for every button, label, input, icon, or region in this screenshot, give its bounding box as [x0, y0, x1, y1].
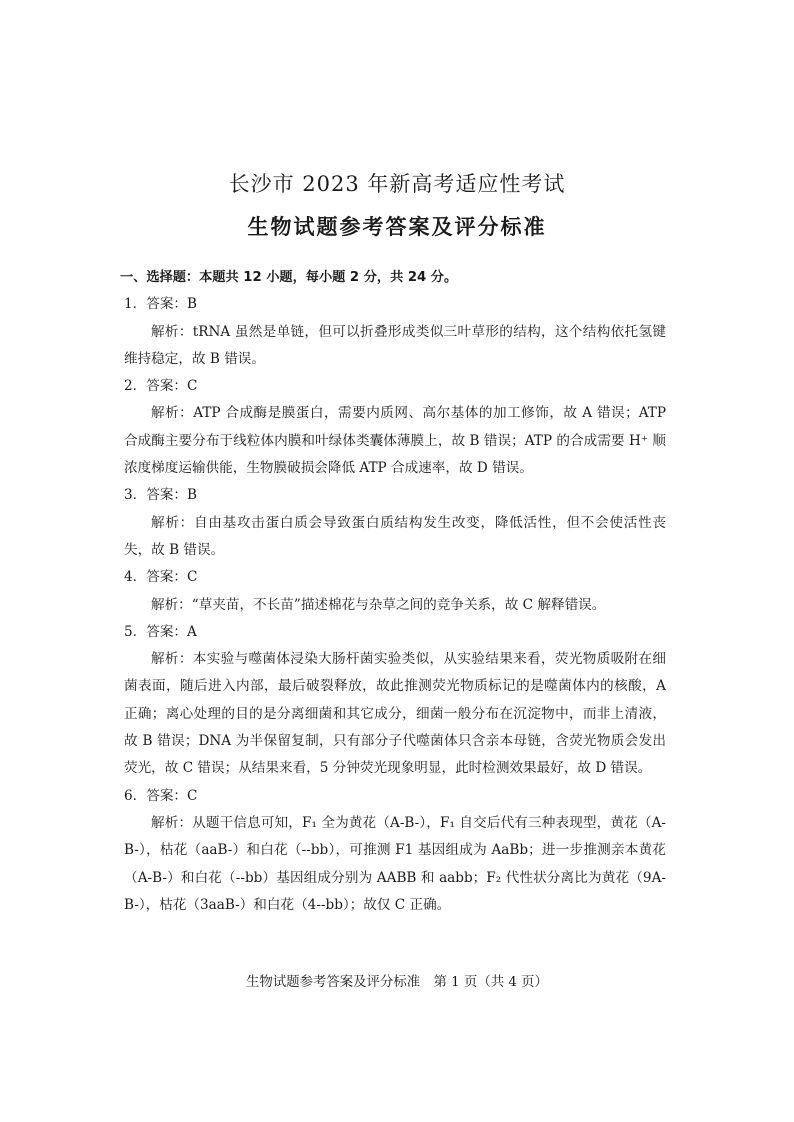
- answer-line: 3．答案：B: [124, 487, 198, 504]
- explanation-paragraph: 解析：自由基攻击蛋白质会导致蛋白质结构发生改变，降低活性，但不会使活性丧失，故 B 错误。: [124, 514, 666, 558]
- answer-line: 6．答案：C: [124, 787, 198, 804]
- section-heading: 一、选择题：本题共 12 小题，每小题 2 分，共 24 分。: [120, 270, 458, 285]
- explanation-paragraph: 解析：ATP 合成酶是膜蛋白，需要内质网、高尔基体的加工修饰，故 A 错误；ATP 合成酶主要分布于线粒体内膜和叶绿体类囊体薄膜上，故 B 错误；ATP 的合成需要 H⁺ 顺浓度梯度运输供能，生物膜破损会降低 ATP 合成速率，故 D 错误。: [124, 405, 666, 477]
- answer-key-body: [120, 264, 666, 919]
- answer-line: 2．答案：C: [124, 378, 198, 395]
- explanation-paragraph: 解析：从题干信息可知，F₁ 全为黄花（A-B-），F₁ 自交后代有三种表现型，黄花（A-B-），枯花（aaB-）和白花（--bb），可推测 F1 基因组成为 AaBb；进一步推测亲本黄花（A-B-）和白花（--bb）基因组成分别为 AABB 和 aabb；F₂ 代性状分离比为黄花（9A-B-），枯花（3aaB-）和白花（4--bb）；故仅 C 正确。: [124, 814, 666, 913]
- answer-line: 1．答案：B: [124, 296, 198, 313]
- explanation-paragraph: 解析：“草夹苗，不长苗”描述棉花与杂草之间的竞争关系，故 C 解释错误。: [151, 596, 606, 613]
- explanation-paragraph: 解析：tRNA 虽然是单链，但可以折叠形成类似三叶草形的结构，这个结构依托氢键维持稳定，故 B 错误。: [124, 323, 666, 367]
- answer-line: 4．答案：C: [124, 569, 198, 586]
- document-title: 长沙市 2023 年新高考适应性考试: [228, 172, 566, 196]
- document-subtitle: 生物试题参考答案及评分标准: [247, 215, 547, 239]
- page-footer: 生物试题参考答案及评分标准 第 1 页（共 4 页）: [246, 975, 548, 990]
- explanation-paragraph: 解析：本实验与噬菌体浸染大肠杆菌实验类似，从实验结果来看，荧光物质吸附在细菌表面，随后进入内部，最后破裂释放，故此推测荧光物质标记的是噬菌体内的核酸，A 正确；离心处理的目的是分离细菌和其它成分，细菌一般分布在沉淀物中，而非上清液，故 B 错误；DNA 为半保留复制，只有部分子代噬菌体只含亲本母链，含荧光物质会发出荧光，故 C 错误；从结果来看，5 分钟荧光现象明显，此时检测效果最好，故 D 错误。: [124, 651, 666, 777]
- answer-line: 5．答案：A: [124, 623, 197, 640]
